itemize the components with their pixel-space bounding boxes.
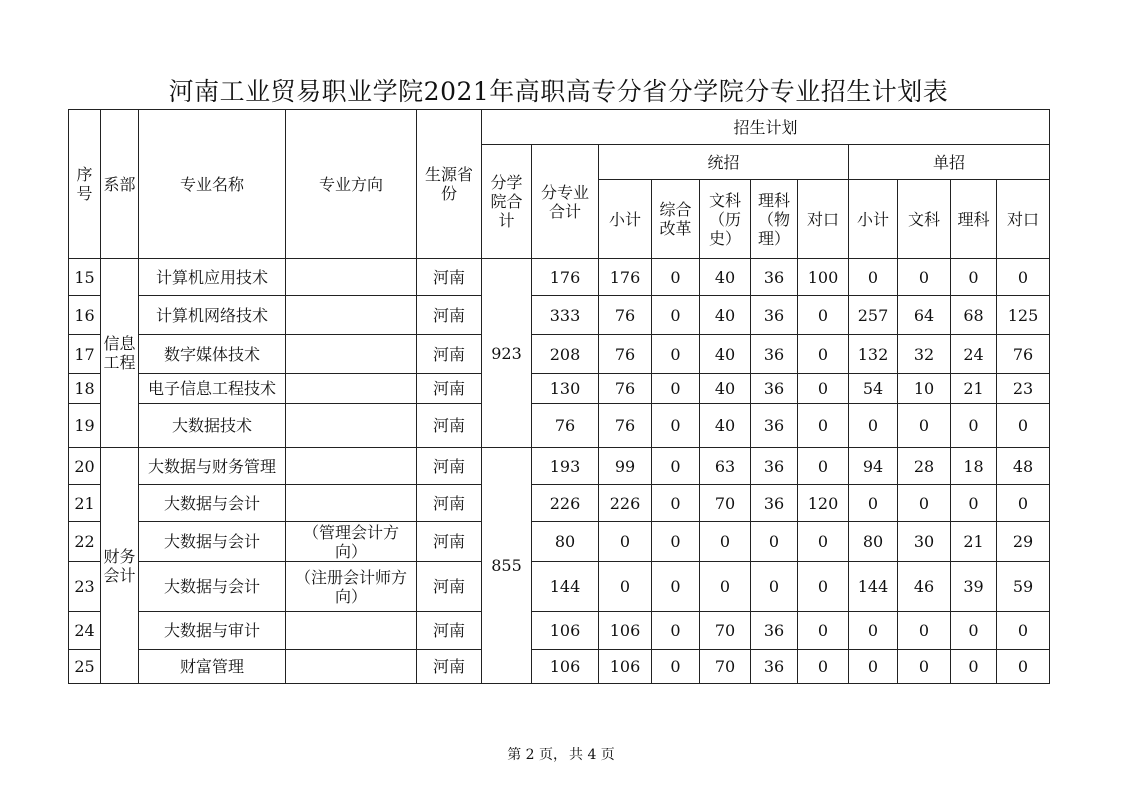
cell-unified-arts: 70: [700, 650, 751, 684]
cell-unified-vocational: 0: [798, 335, 849, 374]
cell-unified-subtotal: 0: [599, 562, 652, 612]
cell-seq: 24: [69, 612, 101, 650]
cell-unified-reform: 0: [652, 522, 700, 562]
cell-single-science: 0: [951, 404, 997, 448]
cell-single-arts: 0: [898, 259, 951, 296]
header-single-subtotal: 小计: [849, 180, 898, 259]
header-dept: 系部: [101, 110, 139, 259]
cell-unified-vocational: 0: [798, 522, 849, 562]
cell-seq: 22: [69, 522, 101, 562]
cell-unified-subtotal: 76: [599, 404, 652, 448]
cell-major: 数字媒体技术: [139, 335, 286, 374]
cell-unified-arts: 40: [700, 404, 751, 448]
cell-single-science: 21: [951, 374, 997, 404]
cell-major-total: 106: [532, 612, 599, 650]
page-number: 第 2 页，: [507, 747, 567, 763]
cell-single-vocational: 125: [997, 296, 1050, 335]
header-unified-reform: 综合改革: [652, 180, 700, 259]
cell-single-subtotal: 132: [849, 335, 898, 374]
cell-unified-subtotal: 76: [599, 335, 652, 374]
cell-unified-arts: 40: [700, 335, 751, 374]
header-direction: 专业方向: [286, 110, 417, 259]
cell-unified-science: 36: [751, 612, 798, 650]
cell-single-vocational: 48: [997, 448, 1050, 485]
cell-unified-subtotal: 0: [599, 522, 652, 562]
cell-single-arts: 0: [898, 485, 951, 522]
cell-unified-reform: 0: [652, 259, 700, 296]
enrollment-plan-table: [68, 109, 1050, 684]
cell-major-total: 176: [532, 259, 599, 296]
header-single-arts: 文科: [898, 180, 951, 259]
cell-single-vocational: 76: [997, 335, 1050, 374]
cell-single-subtotal: 0: [849, 612, 898, 650]
cell-seq: 20: [69, 448, 101, 485]
cell-single-science: 0: [951, 485, 997, 522]
cell-unified-science: 36: [751, 404, 798, 448]
cell-unified-science: 36: [751, 374, 798, 404]
header-single-vocational: 对口: [997, 180, 1050, 259]
cell-college-total: 923: [482, 259, 532, 448]
cell-unified-science: 36: [751, 485, 798, 522]
cell-single-science: 24: [951, 335, 997, 374]
cell-direction: [286, 296, 417, 335]
cell-single-subtotal: 257: [849, 296, 898, 335]
cell-single-arts: 0: [898, 404, 951, 448]
cell-seq: 23: [69, 562, 101, 612]
cell-unified-arts: 40: [700, 296, 751, 335]
header-single-science: 理科: [951, 180, 997, 259]
cell-seq: 15: [69, 259, 101, 296]
cell-direction: （注册会计师方向）: [286, 562, 417, 612]
cell-direction: [286, 485, 417, 522]
cell-major-total: 76: [532, 404, 599, 448]
cell-major: 大数据与会计: [139, 522, 286, 562]
header-single: 单招: [849, 145, 1050, 180]
header-college-total: 分学院合计: [482, 145, 532, 259]
cell-unified-vocational: 0: [798, 612, 849, 650]
cell-unified-science: 0: [751, 522, 798, 562]
cell-single-science: 21: [951, 522, 997, 562]
cell-seq: 21: [69, 485, 101, 522]
table-row: [69, 335, 1050, 374]
cell-major: 大数据与审计: [139, 612, 286, 650]
cell-seq: 16: [69, 296, 101, 335]
header-unified-subtotal: 小计: [599, 180, 652, 259]
cell-single-arts: 64: [898, 296, 951, 335]
cell-major-total: 130: [532, 374, 599, 404]
page-total: 共 4 页: [569, 747, 615, 763]
cell-direction: [286, 448, 417, 485]
table-body: [69, 259, 1050, 684]
cell-major: 大数据与会计: [139, 485, 286, 522]
cell-province: 河南: [417, 562, 482, 612]
cell-unified-vocational: 0: [798, 374, 849, 404]
cell-province: 河南: [417, 335, 482, 374]
cell-unified-science: 36: [751, 650, 798, 684]
cell-unified-arts: 40: [700, 374, 751, 404]
cell-unified-subtotal: 76: [599, 374, 652, 404]
cell-single-vocational: 23: [997, 374, 1050, 404]
header-seq: 序号: [69, 110, 101, 259]
cell-single-arts: 28: [898, 448, 951, 485]
cell-unified-arts: 63: [700, 448, 751, 485]
cell-single-science: 18: [951, 448, 997, 485]
cell-single-arts: 0: [898, 612, 951, 650]
cell-single-vocational: 59: [997, 562, 1050, 612]
cell-unified-arts: 70: [700, 612, 751, 650]
cell-single-subtotal: 0: [849, 259, 898, 296]
cell-major: 大数据与财务管理: [139, 448, 286, 485]
table-row: [69, 522, 1050, 562]
cell-unified-reform: 0: [652, 335, 700, 374]
cell-unified-science: 36: [751, 335, 798, 374]
cell-unified-arts: 70: [700, 485, 751, 522]
cell-major-total: 80: [532, 522, 599, 562]
cell-single-science: 39: [951, 562, 997, 612]
cell-dept: 信息工程: [101, 259, 139, 448]
cell-unified-subtotal: 106: [599, 612, 652, 650]
cell-single-science: 0: [951, 259, 997, 296]
cell-single-science: 0: [951, 650, 997, 684]
cell-unified-vocational: 0: [798, 296, 849, 335]
cell-unified-vocational: 0: [798, 650, 849, 684]
table-row: [69, 259, 1050, 296]
cell-province: 河南: [417, 485, 482, 522]
cell-direction: [286, 404, 417, 448]
cell-major: 计算机网络技术: [139, 296, 286, 335]
cell-unified-reform: 0: [652, 374, 700, 404]
table-row: [69, 404, 1050, 448]
cell-major-total: 333: [532, 296, 599, 335]
cell-dept: 财务会计: [101, 448, 139, 684]
cell-unified-subtotal: 226: [599, 485, 652, 522]
cell-single-vocational: 0: [997, 650, 1050, 684]
header-unified-science: 理科（物理）: [751, 180, 798, 259]
cell-unified-vocational: 0: [798, 448, 849, 485]
cell-single-arts: 10: [898, 374, 951, 404]
cell-unified-reform: 0: [652, 562, 700, 612]
cell-unified-reform: 0: [652, 404, 700, 448]
table-row: [69, 612, 1050, 650]
cell-province: 河南: [417, 612, 482, 650]
cell-unified-subtotal: 176: [599, 259, 652, 296]
cell-unified-reform: 0: [652, 485, 700, 522]
cell-major: 电子信息工程技术: [139, 374, 286, 404]
header-unified: 统招: [599, 145, 849, 180]
header-unified-arts: 文科（历史）: [700, 180, 751, 259]
cell-single-subtotal: 54: [849, 374, 898, 404]
cell-unified-subtotal: 76: [599, 296, 652, 335]
cell-unified-arts: 0: [700, 522, 751, 562]
cell-direction: [286, 374, 417, 404]
cell-single-subtotal: 80: [849, 522, 898, 562]
cell-single-arts: 32: [898, 335, 951, 374]
cell-unified-science: 36: [751, 259, 798, 296]
cell-major-total: 208: [532, 335, 599, 374]
cell-single-vocational: 0: [997, 259, 1050, 296]
cell-province: 河南: [417, 522, 482, 562]
cell-major-total: 106: [532, 650, 599, 684]
cell-direction: [286, 259, 417, 296]
cell-single-vocational: 29: [997, 522, 1050, 562]
cell-unified-vocational: 0: [798, 562, 849, 612]
cell-major: 计算机应用技术: [139, 259, 286, 296]
cell-seq: 17: [69, 335, 101, 374]
cell-unified-subtotal: 99: [599, 448, 652, 485]
cell-unified-science: 36: [751, 296, 798, 335]
header-major-total: 分专业合计: [532, 145, 599, 259]
cell-single-science: 68: [951, 296, 997, 335]
header-major: 专业名称: [139, 110, 286, 259]
cell-single-science: 0: [951, 612, 997, 650]
cell-unified-reform: 0: [652, 650, 700, 684]
cell-college-total: 855: [482, 448, 532, 684]
cell-province: 河南: [417, 404, 482, 448]
cell-major-total: 226: [532, 485, 599, 522]
cell-single-arts: 46: [898, 562, 951, 612]
table-header: [69, 110, 1050, 259]
header-province: 生源省份: [417, 110, 482, 259]
cell-province: 河南: [417, 296, 482, 335]
cell-single-vocational: 0: [997, 612, 1050, 650]
cell-single-arts: 0: [898, 650, 951, 684]
table-row: [69, 485, 1050, 522]
cell-single-vocational: 0: [997, 404, 1050, 448]
cell-province: 河南: [417, 650, 482, 684]
cell-unified-reform: 0: [652, 448, 700, 485]
cell-unified-science: 36: [751, 448, 798, 485]
table-row: [69, 296, 1050, 335]
cell-province: 河南: [417, 374, 482, 404]
cell-direction: [286, 650, 417, 684]
cell-single-subtotal: 0: [849, 485, 898, 522]
cell-unified-arts: 0: [700, 562, 751, 612]
cell-unified-reform: 0: [652, 612, 700, 650]
cell-seq: 19: [69, 404, 101, 448]
cell-direction: （管理会计方向）: [286, 522, 417, 562]
cell-unified-vocational: 0: [798, 404, 849, 448]
cell-unified-vocational: 100: [798, 259, 849, 296]
cell-single-subtotal: 94: [849, 448, 898, 485]
cell-major-total: 144: [532, 562, 599, 612]
cell-major: 大数据技术: [139, 404, 286, 448]
cell-major-total: 193: [532, 448, 599, 485]
cell-direction: [286, 335, 417, 374]
cell-province: 河南: [417, 259, 482, 296]
cell-unified-arts: 40: [700, 259, 751, 296]
table-row: [69, 374, 1050, 404]
cell-unified-science: 0: [751, 562, 798, 612]
cell-major: 财富管理: [139, 650, 286, 684]
cell-province: 河南: [417, 448, 482, 485]
header-plan: 招生计划: [482, 110, 1050, 145]
cell-single-subtotal: 0: [849, 650, 898, 684]
cell-unified-subtotal: 106: [599, 650, 652, 684]
header-unified-vocational: 对口: [798, 180, 849, 259]
cell-single-vocational: 0: [997, 485, 1050, 522]
page-footer: [0, 744, 1122, 764]
table-row: [69, 448, 1050, 485]
cell-major: 大数据与会计: [139, 562, 286, 612]
cell-seq: 18: [69, 374, 101, 404]
table-row: [69, 650, 1050, 684]
cell-unified-vocational: 120: [798, 485, 849, 522]
page-title: 河南工业贸易职业学院2021年高职高专分省分学院分专业招生计划表: [168, 77, 949, 106]
cell-single-subtotal: 0: [849, 404, 898, 448]
cell-single-subtotal: 144: [849, 562, 898, 612]
cell-direction: [286, 612, 417, 650]
cell-single-arts: 30: [898, 522, 951, 562]
cell-unified-reform: 0: [652, 296, 700, 335]
table-row: [69, 562, 1050, 612]
cell-seq: 25: [69, 650, 101, 684]
